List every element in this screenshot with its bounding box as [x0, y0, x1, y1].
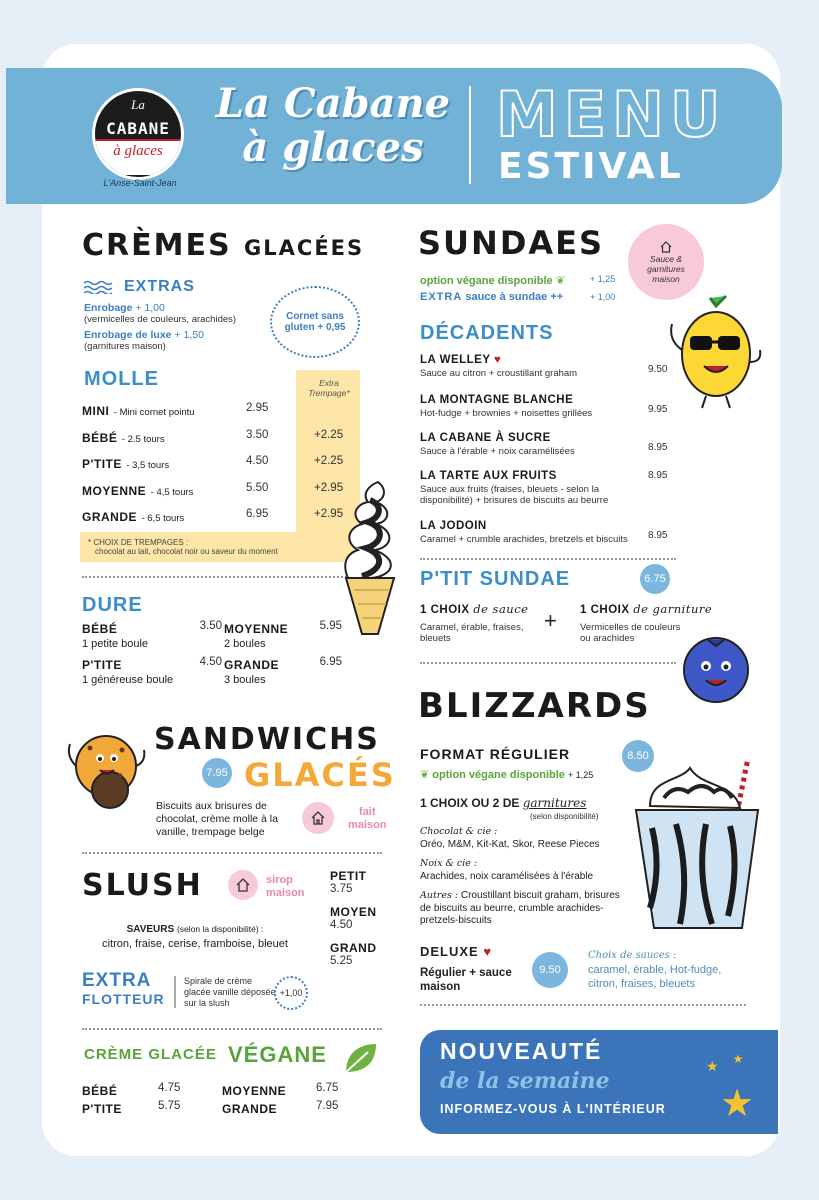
slush-size-price: 4.50: [330, 919, 353, 931]
saveurs-note: (selon la disponibilité) :: [176, 924, 264, 934]
molle-extra-price: +2.25: [314, 455, 344, 467]
molle-size: BÉBÉ: [82, 430, 118, 445]
brand-name: [210, 82, 456, 170]
stars-icon: ★ ★ ★: [706, 1052, 755, 1125]
soft-serve-cone-icon: [340, 478, 400, 638]
decadent-item: [420, 394, 668, 419]
decadent-desc: Caramel + crumble arachides, bretzels et biscuits: [420, 534, 628, 545]
heart-icon: ♥: [494, 354, 502, 366]
ptit-sundae-price: 6.75: [640, 564, 670, 594]
molle-price: 6.95: [246, 508, 269, 520]
divider: [82, 576, 382, 578]
logo-bot: à glaces: [95, 141, 181, 175]
choix-sauce: [420, 602, 540, 644]
choix-2-desc: Vermicelles de couleurs ou arachides: [580, 622, 681, 644]
molle-row: [82, 429, 362, 456]
molle-extra-price: +2.25: [314, 428, 344, 441]
blueberry-character-icon: [676, 628, 756, 708]
trempage-note-desc: chocolat au lait, chocolat noir ou saveur du moment: [95, 547, 278, 556]
molle-row: [82, 508, 362, 535]
slush-sizes: [330, 870, 377, 978]
vegan-price: + 1,25: [590, 274, 616, 284]
slush-title: SLUSH: [82, 868, 203, 903]
extra-label: EXTRA: [420, 291, 463, 303]
lemon-character-icon: [660, 292, 770, 412]
saveurs-label: SAVEURS: [126, 924, 175, 935]
molle-list: [82, 402, 362, 535]
maison-label: maison: [348, 819, 387, 831]
dure-desc: 2 boules: [224, 638, 266, 650]
molle-row: [82, 402, 362, 429]
extra-flotteur-price: +1,00: [274, 976, 308, 1010]
cremes-title-1: CRÈMES: [82, 228, 232, 263]
decadent-item: [420, 470, 668, 506]
sundae-vegan: [420, 274, 565, 287]
vegane-size: P'TITE: [82, 1102, 122, 1116]
molle-size: MINI: [82, 404, 110, 418]
blizzard-options: [420, 826, 620, 928]
nouveaute-title: NOUVEAUTÉ: [440, 1038, 603, 1064]
vegane-item: [222, 1082, 342, 1100]
divider: [82, 852, 382, 854]
extra-flotteur: [82, 972, 165, 1008]
dure-desc: 3 boules: [224, 674, 266, 686]
cookie-character-icon: [60, 722, 150, 812]
choco-label: Chocolat & cie :: [420, 826, 498, 837]
luxe-price: + 1,50: [174, 329, 204, 341]
header-divider: [469, 86, 471, 184]
leaf-icon: ❦: [420, 769, 430, 781]
house-icon: [228, 870, 258, 900]
extras-list: [84, 302, 274, 352]
molle-size: GRANDE: [82, 510, 138, 524]
slush-size-price: 5.25: [330, 955, 353, 967]
dure-size: GRANDE: [224, 658, 280, 672]
sandwich-desc: Biscuits aux brisures de chocolat, crème molle à la vanille, trempage belge: [156, 800, 278, 838]
logo-top: La: [131, 97, 145, 112]
luxe-desc: (garnitures maison): [84, 341, 166, 352]
decadent-desc: Sauce à l'érable + noix caramélisées: [420, 446, 575, 457]
enrobage-price: + 1,00: [135, 302, 165, 314]
dure-size: BÉBÉ: [82, 622, 118, 636]
blizzard-vegan-price: + 1,25: [567, 770, 594, 780]
vegane-item: [82, 1100, 202, 1118]
house-icon: [302, 802, 334, 834]
flotteur-label: FLOTTEUR: [82, 991, 165, 1007]
molle-extra-price: +2.95: [314, 508, 344, 520]
brand-line-1: La Cabane: [215, 80, 451, 127]
decadent-price: 9.95: [648, 404, 668, 415]
molle-price: 5.50: [246, 481, 269, 494]
dure-desc: 1 petite boule: [82, 638, 149, 650]
vegane-size: MOYENNE: [222, 1084, 287, 1098]
heart-icon: ♥: [483, 944, 493, 959]
fait-maison-label: [348, 806, 387, 832]
molle-row: [82, 455, 362, 482]
dure-title: DURE: [82, 594, 143, 616]
leaf-icon: ❦: [555, 275, 565, 287]
extra-desc: sauce à sundae ++: [465, 291, 564, 303]
garnitures-label: garnitures: [522, 796, 587, 810]
molle-desc: - 2.5 tours: [121, 433, 165, 445]
decadent-price: 8.95: [648, 470, 668, 481]
deluxe-label: DELUXE: [420, 944, 479, 959]
molle-desc: - 3,5 tours: [126, 460, 170, 471]
waves-icon: [84, 280, 112, 294]
cremes-title-2: GLACÉES: [244, 236, 365, 260]
divider: [420, 662, 676, 664]
extra-flotteur-desc: Spirale de crème glacée vanille déposée sur la slush: [184, 976, 276, 1008]
blizzard-cup-icon: [630, 738, 770, 938]
logo-location: L'Anse-Saint-Jean: [103, 178, 177, 188]
decadent-price: 8.95: [648, 442, 668, 453]
logo: [92, 88, 184, 180]
dure-item: [82, 656, 222, 686]
noix-list: Arachides, noix caramélisées à l'érable: [420, 870, 594, 882]
sundae-extra: [420, 291, 563, 303]
menu-subtitle: ESTIVAL: [498, 146, 684, 187]
sandwich-title-1: SANDWICHS: [154, 722, 380, 757]
molle-title: MOLLE: [84, 368, 159, 390]
badge-text: Sauce & garnitures maison: [647, 254, 685, 284]
molle-row: [82, 482, 362, 509]
slush-size: [330, 942, 377, 968]
sandwich-price: 7.95: [202, 758, 232, 788]
vegane-price: 5.75: [158, 1100, 181, 1112]
slush-size-name: PETIT: [330, 869, 367, 883]
sirop-label: sirop: [266, 874, 293, 886]
nouveaute-info: INFORMEZ-VOUS À L'INTÉRIEUR: [440, 1102, 666, 1116]
molle-desc: - 6,5 tours: [141, 513, 185, 524]
format-regulier: FORMAT RÉGULIER: [420, 746, 571, 762]
vegane-list: [82, 1082, 352, 1122]
molle-size: P'TITE: [82, 457, 122, 471]
selon-dispo: (selon disponibilité): [530, 812, 599, 821]
dure-item: [224, 620, 346, 650]
blizzard-price: 8.50: [622, 740, 654, 772]
dure-size: P'TITE: [82, 658, 122, 672]
deluxe: [420, 944, 492, 959]
vegane-title-1: CRÈME GLACÉE: [84, 1046, 217, 1063]
decadent-item: [420, 432, 668, 457]
vegane-price: 4.75: [158, 1082, 181, 1094]
divider: [82, 1028, 382, 1030]
vegane-size: GRANDE: [222, 1102, 278, 1116]
trempage-note-title: * CHOIX DE TREMPAGES :: [88, 538, 189, 547]
vegane-title-2: VÉGANE: [228, 1042, 327, 1067]
extra-trempage-label: Extra Trempage*: [308, 378, 350, 398]
slush-saveurs: [92, 924, 298, 950]
choix-label: 1 CHOIX OU 2 DE: [420, 796, 520, 810]
blizzard-vegan-label: option végane disponible: [432, 769, 565, 781]
sauce-garnitures-badge: [628, 224, 704, 300]
molle-desc: - 4,5 tours: [150, 486, 194, 498]
decadent-name: LA CABANE À SUCRE: [420, 432, 551, 444]
sauces-list: caramel, érable, Hot-fudge, citron, fraises, bleuets: [588, 964, 722, 990]
sirop-maison-label: [266, 874, 305, 900]
deluxe-price: 9.50: [532, 952, 568, 988]
dure-price: 6.95: [319, 656, 342, 668]
choix-1-label: 1 CHOIX: [420, 604, 470, 616]
dure-item: [82, 620, 222, 650]
autres-list: Croustillant biscuit graham, brisures de biscuits au beurre, crumble arachides-pretzels-biscuits: [420, 890, 620, 926]
decadent-item: [420, 520, 668, 545]
trempage-note: [88, 538, 278, 556]
vegane-price: 7.95: [316, 1100, 339, 1112]
autres-label: Autres :: [420, 890, 459, 901]
vegane-item: [82, 1082, 202, 1100]
sauces: [588, 948, 748, 991]
cornet-gluten-badge: Cornet sans gluten + 0,95: [270, 286, 360, 358]
enrobage-desc: (vermicelles de couleurs, arachides): [84, 314, 237, 325]
molle-size: MOYENNE: [82, 483, 147, 498]
fait-label: fait: [359, 806, 376, 818]
vegane-price: 6.75: [316, 1082, 339, 1094]
decadent-name: LA TARTE AUX FRUITS: [420, 470, 557, 482]
dure-price: 4.50: [199, 656, 222, 668]
dure-price: 5.95: [319, 620, 342, 632]
dure-size: MOYENNE: [224, 622, 289, 636]
sundaes-title: SUNDAES: [418, 224, 605, 262]
vegan-label: option végane disponible: [420, 275, 553, 287]
plus-icon: +: [544, 608, 557, 633]
divider: [420, 558, 676, 560]
sauces-label: Choix de sauces :: [588, 950, 677, 961]
dure-desc: 1 généreuse boule: [82, 674, 174, 686]
decadent-name: LA JODOIN: [420, 520, 487, 532]
decadent-name: LA WELLEY: [420, 354, 491, 366]
slush-size-price: 3.75: [330, 883, 353, 895]
de-sauce-label: de sauce: [473, 602, 529, 616]
decadent-name: LA MONTAGNE BLANCHE: [420, 394, 574, 406]
sandwich-title-2: GLACÉS: [244, 756, 396, 794]
blizzard-vegan: [420, 768, 593, 781]
maison-label: maison: [266, 887, 305, 899]
slush-size: [330, 906, 377, 932]
choix-1-desc: Caramel, érable, fraises, bleuets: [420, 622, 524, 644]
brand-line-2: à glaces: [242, 124, 424, 171]
molle-price: 4.50: [246, 455, 269, 467]
slush-size-name: MOYEN: [330, 905, 377, 919]
dure-list: [82, 620, 352, 690]
logo-mid: CABANE: [106, 119, 170, 138]
molle-price: 3.50: [246, 428, 269, 441]
extra-price: + 1,00: [590, 292, 616, 302]
molle-extra-price: +2.95: [314, 481, 344, 494]
slush-size-name: GRAND: [330, 941, 377, 955]
divider: [174, 976, 176, 1008]
extra-label: EXTRA: [82, 970, 152, 991]
deluxe-desc: Régulier + sauce maison: [420, 967, 512, 993]
molle-desc: - Mini cornet pointu: [113, 407, 195, 418]
ptit-sundae-title: P'TIT SUNDAE: [420, 568, 571, 590]
menu-title: MENU: [496, 78, 727, 151]
molle-price: 2.95: [246, 402, 269, 414]
blizzard-choix: [420, 796, 586, 810]
noix-label: Noix & cie :: [420, 858, 478, 869]
decadent-desc: Sauce au citron + croustillant graham: [420, 368, 578, 379]
luxe-label: Enrobage de luxe: [84, 329, 172, 341]
decadent-item: [420, 354, 668, 379]
saveurs-list: citron, fraise, cerise, framboise, bleuet: [102, 938, 288, 950]
blizzards-title: BLIZZARDS: [418, 686, 651, 726]
decadents-title: DÉCADENTS: [420, 322, 554, 344]
dure-item: [224, 656, 346, 686]
enrobage-label: Enrobage: [84, 302, 133, 314]
choco-list: Oréo, M&M, Kit-Kat, Skor, Reese Pieces: [420, 838, 600, 850]
leaf-icon: [342, 1042, 378, 1074]
decadent-desc: Hot-fudge + brownies + noisettes grillées: [420, 408, 593, 419]
nouveaute-sub: de la semaine: [440, 1068, 610, 1094]
decadent-price: 8.95: [648, 530, 668, 541]
vegane-size: BÉBÉ: [82, 1084, 118, 1098]
decadent-price: 9.50: [648, 364, 668, 375]
cremes-title: [82, 228, 364, 263]
dure-price: 3.50: [199, 620, 222, 632]
decadent-desc: Sauce aux fruits (fraises, bleuets - selon la disponibilité) + brisures de biscuits au beurre: [420, 484, 609, 506]
de-garniture-label: de garniture: [633, 602, 713, 616]
house-icon: [659, 240, 673, 254]
slush-size: [330, 870, 377, 896]
vegane-item: [222, 1100, 342, 1118]
choix-2-label: 1 CHOIX: [580, 604, 630, 616]
extras-label: EXTRAS: [124, 278, 195, 295]
divider: [420, 1004, 746, 1006]
